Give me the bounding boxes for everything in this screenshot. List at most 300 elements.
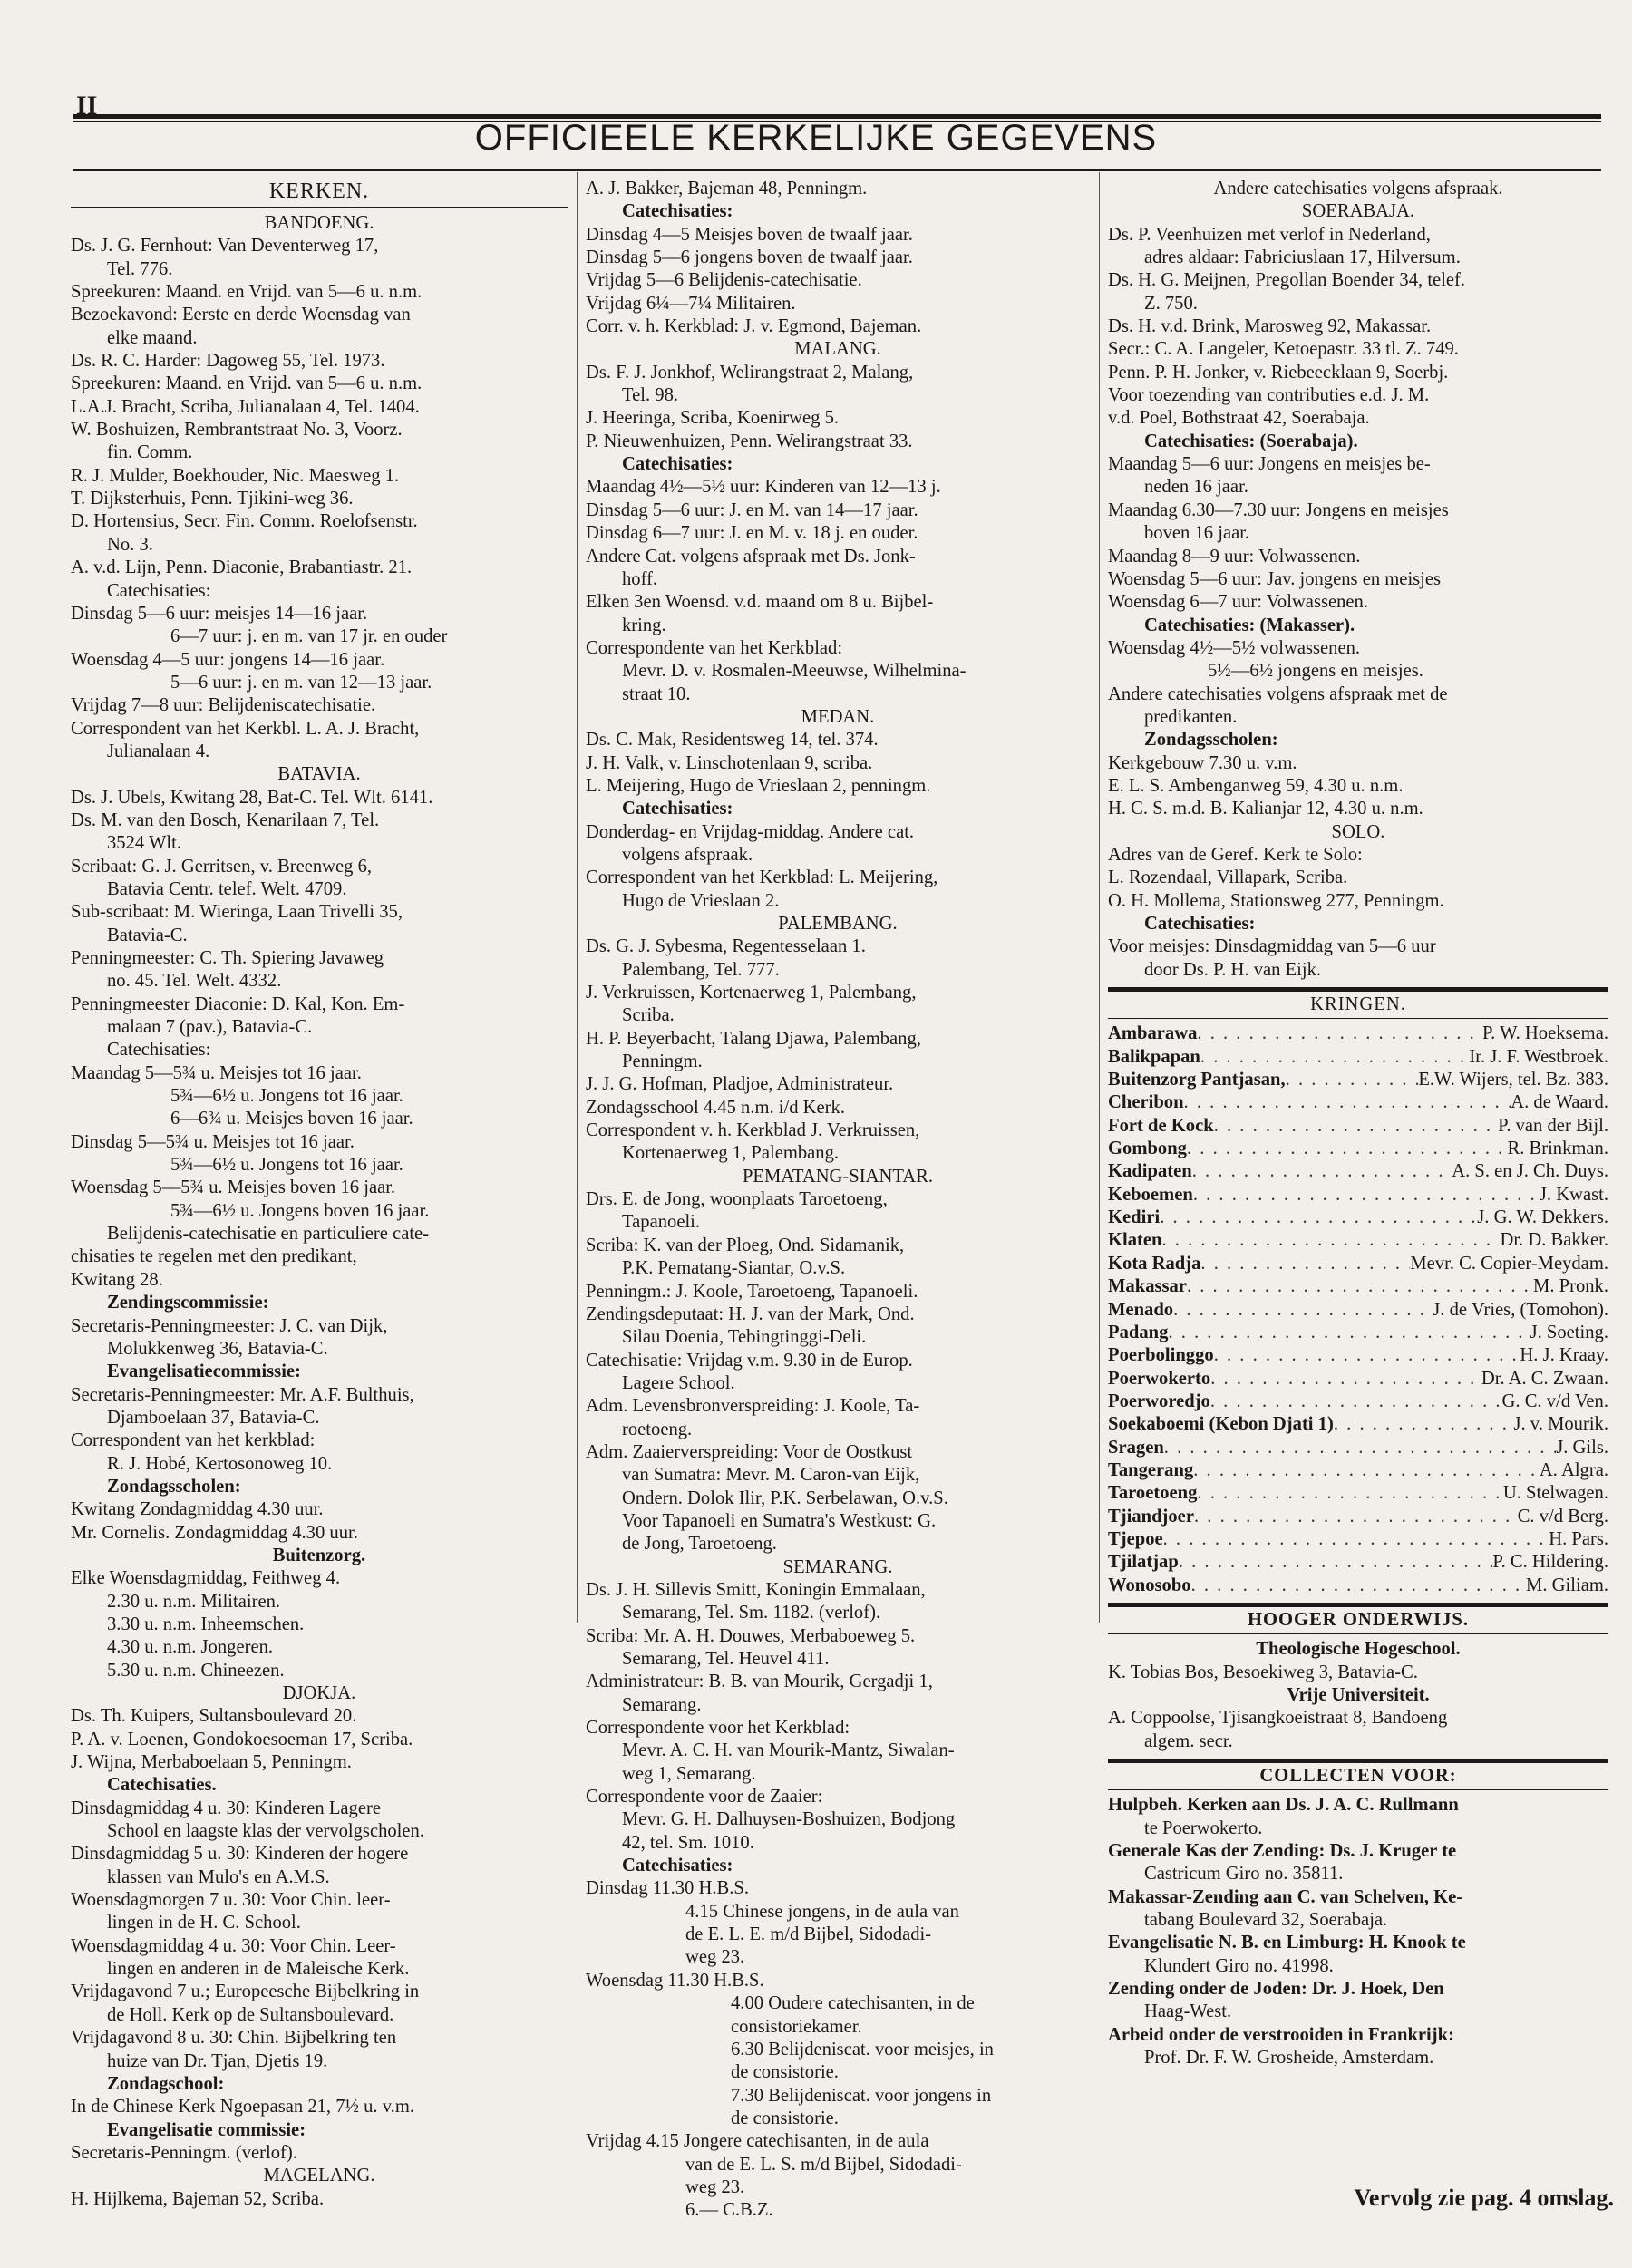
text-line: P.K. Pematang-Siantar, O.v.S. [622,1258,846,1279]
leader-dots [1200,1046,1469,1069]
text-line: Woensdag 5—5¾ u. Meisjes boven 16 jaar. [71,1178,396,1198]
text-line: 6.30 Belijdeniscat. voor meisjes, in [731,2039,994,2060]
text-line: Makassar-Zending aan C. van Schelven, Ke- [1108,1886,1463,1907]
kring-place: Padang [1108,1322,1169,1342]
leader-dots [1194,1506,1518,1528]
leader-dots [1193,1184,1540,1207]
kring-row [1108,1160,1608,1183]
kring-row [1108,1528,1608,1551]
hooger-list [1108,1638,1608,1753]
text-line: Penningmeester: C. Th. Spiering Javaweg [71,948,384,968]
text-line: R. J. Hobé, Kertosonoweg 10. [107,1453,333,1474]
kring-place: Sragen [1108,1437,1164,1458]
text-line: Scriba. [622,1005,675,1026]
text-line: Correspondente voor de Zaaier: [586,1787,823,1808]
collecten-heading: COLLECTEN VOOR: [1259,1766,1457,1787]
text-line: 5¾—6½ u. Jongens tot 16 jaar. [170,1155,403,1176]
text-line: Donderdag- en Vrijdag-middag. Andere cat. [586,821,915,842]
hooger-rule [1108,1603,1608,1607]
text-line: 4.00 Oudere catechisanten, in de [731,1993,975,2014]
leader-dots [1173,1299,1433,1322]
kring-place: Poerwokerto [1108,1368,1211,1389]
text-line: Maandag 8—9 uur: Volwassenen. [1108,546,1361,567]
kring-contact: P. C. Hildering. [1492,1552,1608,1573]
leader-dots [1164,1437,1556,1459]
text-line: J. Verkruissen, Kortenaerweg 1, Palembang, [586,983,917,1003]
text-line: Scribaat: G. J. Gerritsen, v. Breenweg 6, [71,856,373,877]
text-line: A. Coppoolse, Tjisangkoeistraat 8, Bandoeng [1108,1708,1448,1729]
text-line: 5¾—6½ u. Jongens boven 16 jaar. [170,1200,430,1221]
kring-place: Makassar [1108,1276,1187,1297]
kring-row [1108,1253,1608,1275]
text-line: Dinsdag 5—6 uur: meisjes 14—16 jaar. [71,603,368,624]
text-line: door Ds. P. H. van Eijk. [1144,959,1322,980]
kring-contact: U. Stelwagen. [1502,1483,1608,1504]
text-line: Ds. C. Mak, Residentsweg 14, tel. 374. [586,730,879,751]
text-line: Klundert Giro no. 41998. [1144,1955,1334,1976]
text-line: Dinsdag 11.30 H.B.S. [586,1878,750,1899]
kring-row [1108,1506,1608,1528]
text-line: Kwitang 28. [71,1269,163,1290]
text-line: Catechisaties. [107,1775,217,1796]
text-line: Palembang, Tel. 777. [622,959,780,980]
text-line: Kerkgebouw 7.30 u. v.m. [1108,752,1297,773]
text-line: Adres van de Geref. Kerk te Solo: [1108,844,1363,865]
kring-contact: Ir. J. F. Westbroek. [1469,1046,1608,1067]
text-line: boven 16 jaar. [1144,523,1250,544]
kring-place: Menado [1108,1299,1174,1320]
text-line: fin. Comm. [107,442,193,463]
kring-row [1108,1575,1608,1597]
text-line: Catechisaties: (Soerabaja). [1144,431,1358,451]
column-kerken-right [1108,178,1608,982]
text-line: Dinsdag 5—5¾ u. Meisjes tot 16 jaar. [71,1131,355,1152]
text-line: Evangelisatie commissie: [107,2119,306,2140]
kring-contact: H. J. Kraay. [1520,1345,1608,1366]
text-line: Maandag 5—5¾ u. Meisjes tot 16 jaar. [71,1062,362,1083]
text-line: L.A.J. Bracht, Scriba, Julianalaan 4, Tel. 1404. [71,396,420,417]
collecten-sub-rule [1108,1789,1608,1790]
text-line: Zondagsscholen: [107,1476,241,1497]
text-line: Voor Tapanoeli en Sumatra's Westkust: G. [622,1510,937,1531]
text-line: Molukkenweg 36, Batavia-C. [107,1338,328,1359]
text-line: H. P. Beyerbacht, Talang Djawa, Palembang, [586,1028,921,1049]
kring-contact: E.W. Wijers, tel. Bz. 383. [1418,1070,1608,1090]
text-line: roetoeng. [622,1419,693,1439]
kring-place: Cheribon [1108,1092,1184,1113]
text-line: weg 23. [685,1947,745,1968]
leader-dots [1179,1551,1493,1574]
text-line: E. L. S. Ambenganweg 59, 4.30 u. n.m. [1108,775,1404,796]
text-line: L. Rozendaal, Villapark, Scriba. [1108,867,1348,888]
kring-row [1108,1551,1608,1574]
kring-place: Balikpapan [1108,1046,1200,1067]
text-line: O. H. Mollema, Stationsweg 277, Penningm. [1108,890,1444,911]
kring-row [1108,1023,1608,1045]
text-line: D. Hortensius, Secr. Fin. Comm. Roelofsenstr. [71,511,418,532]
kring-row [1108,1322,1608,1344]
text-line: Penn. P. H. Jonker, v. Riebeecklaan 9, Soerbj. [1108,362,1449,383]
text-line: Ds. Th. Kuipers, Sultansboulevard 20. [71,1706,357,1727]
text-line: Penningm. [622,1052,703,1072]
title-rule [73,169,1601,171]
text-line: Kortenaerweg 1, Palembang. [622,1143,840,1164]
text-line: J. J. G. Hofman, Pladjoe, Administrateur. [586,1074,894,1095]
collecten-rule [1108,1759,1608,1763]
text-line: Scriba: K. van der Ploeg, Ond. Sidamanik, [586,1235,905,1255]
text-line: 7.30 Belijdeniscat. voor jongens in [731,2085,992,2106]
text-line: Dinsdag 5—6 jongens boven de twaalf jaar. [586,247,913,268]
text-line: Ondern. Dolok Ilir, P.K. Serbelawan, O.v.S. [622,1488,948,1508]
city-heading: PALEMBANG. [778,914,898,934]
kring-contact: J. v. Mourik. [1513,1414,1608,1435]
text-line: P. Nieuwenhuizen, Penn. Welirangstraat 33. [586,431,913,451]
text-line: Ds. J. G. Fernhout: Van Deventerweg 17, [71,236,379,257]
city-heading: SOERABAJA. [1301,201,1415,222]
text-line: Andere catechisaties volgens afspraak met de [1108,683,1448,704]
text-line: Zondagsscholen: [1144,730,1278,751]
kring-row [1108,1299,1608,1322]
text-line: lingen in de H. C. School. [107,1913,301,1934]
text-line: Woensdag 4—5 uur: jongens 14—16 jaar. [71,649,385,670]
text-line: Mevr. A. C. H. van Mourik-Mantz, Siwalan- [622,1740,955,1761]
leader-dots [1214,1115,1498,1138]
text-line: Zendingscommissie: [107,1293,269,1313]
text-line: Dinsdag 4—5 Meisjes boven de twaalf jaar. [586,224,913,245]
text-line: v.d. Poel, Bothstraat 42, Soerabaja. [1108,408,1370,429]
leader-dots [1168,1322,1530,1344]
text-line: Spreekuren: Maand. en Vrijd. van 5—6 u. n.m. [71,282,423,303]
text-line: 3524 Wlt. [107,833,181,854]
page-title: OFFICIEELE KERKELIJKE GEGEVENS [474,118,1158,158]
text-line: 6—7 uur: j. en m. van 17 jr. en ouder [170,626,448,647]
kring-row [1108,1391,1608,1413]
text-line: Woensdag 5—6 uur: Jav. jongens en meisjes [1108,568,1442,589]
text-line: Elke Woensdagmiddag, Feithweg 4. [71,1568,341,1589]
text-line: 5.30 u. n.m. Chineezen. [107,1660,285,1681]
city-heading: MAGELANG. [263,2166,375,2186]
kring-place: Kediri [1108,1207,1161,1228]
text-line: Woensdag 11.30 H.B.S. [586,1970,764,1991]
text-line: T. Dijksterhuis, Penn. Tjikini-weg 36. [71,489,354,509]
text-line: 2.30 u. n.m. Militairen. [107,1591,281,1612]
text-line: Correspondent van het Kerkbl. L. A. J. Bracht, [71,718,420,739]
text-line: Catechisaties: [622,454,733,475]
kring-row [1108,1413,1608,1436]
text-line: Sub-scribaat: M. Wieringa, Laan Trivelli 35, [71,902,403,923]
text-line: Elken 3en Woensd. v.d. maand om 8 u. Bijbel- [586,592,934,613]
text-line: Vrije Universiteit. [1287,1685,1430,1705]
column-right [1108,178,1608,2070]
text-line: Lagere School. [622,1372,735,1393]
text-line: Voor meisjes: Dinsdagmiddag van 5—6 uur [1108,936,1436,957]
text-line: Ds. F. J. Jonkhof, Welirangstraat 2, Malang, [586,362,914,383]
text-line: Dinsdag 6—7 uur: J. en M. v. 18 j. en ouder. [586,523,918,544]
text-line: 6—6¾ u. Meisjes boven 16 jaar. [170,1109,413,1129]
text-line: Ds. M. van den Bosch, Kenarilaan 7, Tel. [71,809,380,830]
city-heading: SEMARANG. [782,1556,893,1577]
text-line: Voor toezending van contributies e.d. J. M. [1108,385,1430,406]
text-line: Zending onder de Joden: Dr. J. Hoek, Den [1108,1979,1444,2000]
text-line: Woensdag 4½—5½ volwassenen. [1108,637,1361,658]
text-line: te Poerwokerto. [1144,1817,1263,1838]
text-line: straat 10. [622,683,691,704]
text-line: Penningm.: J. Koole, Taroetoeng, Tapanoeli. [586,1281,918,1302]
text-line: Penningmeester Diaconie: D. Kal, Kon. Em- [71,993,405,1014]
text-line: chisaties te regelen met den predikant, [71,1246,357,1267]
leader-dots [1193,1459,1540,1482]
kring-place: Tjepoe [1108,1528,1163,1549]
leader-dots [1163,1528,1549,1551]
leader-dots [1187,1138,1507,1160]
text-line: de consistorie. [731,2062,839,2083]
text-line: Corr. v. h. Kerkblad: J. v. Egmond, Bajeman. [586,316,922,337]
kring-contact: M. Giliam. [1526,1575,1608,1595]
text-line: de Jong, Taroetoeng. [622,1534,777,1555]
text-line: Mevr. D. v. Rosmalen-Meeuwse, Wilhelmina- [622,661,967,682]
text-line: Catechisatie: Vrijdag v.m. 9.30 in de Europ. [586,1350,913,1371]
text-line: Correspondente voor het Kerkblad: [586,1718,850,1739]
kring-contact: A. de Waard. [1511,1092,1608,1113]
text-line: Buitenzorg. [272,1545,366,1565]
kring-contact: R. Brinkman. [1507,1139,1608,1159]
leader-dots [1210,1391,1502,1413]
text-line: Batavia Centr. telef. Welt. 4709. [107,878,347,899]
text-line: no. 45. Tel. Welt. 4332. [107,971,282,992]
kringen-rule [1108,987,1608,992]
kring-contact: A. S. en J. Ch. Duys. [1452,1161,1608,1182]
text-line: Vrijdag 4.15 Jongere catechisanten, in de aula [586,2131,929,2152]
text-line: Semarang, Tel. Sm. 1182. (verlof). [622,1603,881,1623]
kring-contact: J. G. W. Dekkers. [1477,1207,1608,1228]
text-line: elke maand. [107,327,198,348]
text-line: consistoriekamer. [731,2016,862,2037]
kringen-list [1108,1023,1608,1597]
text-line: Vrijdagavond 7 u.; Europeesche Bijbelkring in [71,1982,420,2002]
kring-place: Gombong [1108,1139,1187,1159]
kring-contact: M. Pronk. [1533,1276,1608,1297]
text-line: Drs. E. de Jong, woonplaats Taroetoeng, [586,1189,888,1210]
kring-row [1108,1069,1608,1091]
text-line: Vrijdag 6¼—7¼ Militairen. [586,293,796,314]
text-line: Catechisaties: [622,799,733,819]
kring-contact: J. Kwast. [1539,1184,1608,1205]
text-line: Silau Doenia, Tebingtinggi-Deli. [622,1327,867,1348]
text-line: J. Wijna, Merbaboelaan 5, Penningm. [71,1752,352,1773]
text-line: 42, tel. Sm. 1010. [622,1832,754,1853]
kring-contact: A. Algra. [1539,1459,1608,1480]
text-line: predikanten. [1144,706,1238,727]
city-heading: BANDOENG. [264,213,374,233]
text-line: R. J. Mulder, Boekhouder, Nic. Maesweg 1. [71,465,400,486]
text-line: Hulpbeh. Kerken aan Ds. J. A. C. Rullmann [1108,1795,1459,1816]
text-line: Catechisaties: [1144,914,1256,934]
text-line: A. v.d. Lijn, Penn. Diaconie, Brabantiastr. 21. [71,557,413,578]
kring-place: Soekaboemi (Kebon Djati 1) [1108,1414,1334,1435]
leader-dots [1191,1575,1526,1597]
city-heading: MEDAN. [801,706,875,727]
text-line: Adm. Levensbronverspreiding: J. Koole, Ta- [586,1396,920,1417]
text-line: Vrijdagavond 8 u. 30: Chin. Bijbelkring ten [71,2028,397,2049]
kring-place: Poerbolinggo [1108,1345,1214,1366]
kring-contact: Dr. A. C. Zwaan. [1481,1368,1608,1389]
kring-place: Tjilatjap [1108,1552,1179,1573]
text-line: de Holl. Kerk op de Sultansboulevard. [107,2004,394,2025]
kring-contact: C. v/d Berg. [1517,1506,1608,1527]
kring-place: Buitenzorg Pantjasan, [1108,1070,1286,1090]
text-line: In de Chinese Kerk Ngoepasan 21, 7½ u. v.m. [71,2097,414,2118]
text-line: Ds. R. C. Harder: Dagoweg 55, Tel. 1973. [71,351,385,372]
text-line: hoff. [622,568,658,589]
text-line: Maandag 5—6 uur: Jongens en meisjes be- [1108,454,1431,475]
text-line: Scriba: Mr. A. H. Douwes, Merbaboeweg 5. [586,1625,916,1646]
column-kerken-middle [586,178,1090,2223]
text-line: Catechisaties: [622,201,733,222]
kring-place: Keboemen [1108,1184,1193,1205]
leader-dots [1286,1069,1419,1091]
city-heading: MALANG. [794,339,881,360]
text-line: Generale Kas der Zending: Ds. J. Kruger te [1108,1841,1457,1862]
text-line: Maandag 4½—5½ uur: Kinderen van 12—13 j. [586,477,941,498]
text-line: A. J. Bakker, Bajeman 48, Penningm. [586,179,868,199]
kring-row [1108,1184,1608,1207]
text-line: Catechisaties: (Makasser). [1144,615,1355,635]
section-heading: KERKEN. [268,179,370,203]
leader-dots [1210,1368,1481,1391]
text-line: J. Heeringa, Scriba, Koenirweg 5. [586,408,840,429]
text-line: J. H. Valk, v. Linschotenlaan 9, scriba. [586,752,873,773]
kring-row [1108,1091,1608,1114]
leader-dots [1200,1253,1410,1275]
text-line: Kwitang Zondagmiddag 4.30 uur. [71,1499,324,1520]
hooger-sub-rule [1108,1633,1608,1634]
text-line: Ds. J. H. Sillevis Smitt, Koningin Emmalaan, [586,1579,926,1600]
text-line: Evangelisatiecommissie: [107,1362,301,1382]
text-line: 4.30 u. n.m. Jongeren. [107,1637,274,1658]
text-line: kring. [622,615,666,635]
text-line: No. 3. [107,534,153,555]
text-line: Maandag 6.30—7.30 uur: Jongens en meisjes [1108,499,1449,520]
text-line: Bezoekavond: Eerste en derde Woensdag van [71,305,411,325]
text-line: Woensdagmorgen 7 u. 30: Voor Chin. leer- [71,1890,391,1911]
kring-row [1108,1046,1608,1069]
text-line: klassen van Mulo's en A.M.S. [107,1866,330,1887]
kring-contact: H. Pars. [1549,1528,1608,1549]
text-line: 5—6 uur: j. en m. van 12—13 jaar. [170,672,432,693]
kring-place: Tangerang [1108,1459,1194,1480]
leader-dots [1192,1160,1452,1183]
text-line: Ds. H. G. Meijnen, Pregollan Boender 34, telef. [1108,270,1466,291]
leader-dots [1187,1275,1533,1298]
text-line: Djamboelaan 37, Batavia-C. [107,1407,320,1428]
kring-contact: Mevr. C. Copier-Meydam. [1410,1253,1608,1274]
text-line: Correspondente van het Kerkblad: [586,637,843,658]
text-line: 3.30 u. n.m. Inheemschen. [107,1614,305,1634]
leader-dots [1184,1091,1511,1114]
section-rule [71,207,568,208]
text-line: Secretaris-Penningmeester: J. C. van Dijk, [71,1315,388,1336]
text-line: Andere Cat. volgens afspraak met Ds. Jonk- [586,546,916,567]
leader-dots [1197,1023,1482,1045]
text-line: de E. L. E. m/d Bijbel, Sidodadi- [685,1924,932,1945]
text-line: P. A. v. Loenen, Gondokoesoeman 17, Scriba. [71,1729,413,1749]
kring-row [1108,1344,1608,1367]
city-heading: PEMATANG-SIANTAR. [742,1166,934,1187]
text-line: Ds. J. Ubels, Kwitang 28, Bat-C. Tel. Wlt. 6141. [71,787,433,808]
text-line: Ds. H. v.d. Brink, Marosweg 92, Makassar. [1108,316,1432,337]
text-line: 6.— C.B.Z. [685,2200,773,2221]
kring-row [1108,1115,1608,1138]
text-line: weg 1, Semarang. [622,1763,756,1784]
text-line: van Sumatra: Mevr. M. Caron-van Eijk, [622,1465,920,1486]
text-line: Catechisaties: [107,580,211,601]
text-line: Zondagsschool 4.45 n.m. i/d Kerk. [586,1097,845,1118]
text-line: Arbeid onder de verstrooiden in Frankrijk: [1108,2024,1454,2045]
kring-place: Tjiandjoer [1108,1506,1194,1527]
text-line: Secretaris-Penningm. (verlof). [71,2142,297,2163]
text-line: Ds. G. J. Sybesma, Regentesselaan 1. [586,936,866,957]
text-line: lingen en anderen in de Maleische Kerk. [107,1959,410,1980]
text-line: Administrateur: B. B. van Mourik, Gergadji 1, [586,1672,933,1692]
leader-dots [1160,1207,1477,1229]
text-line: Semarang. [622,1694,702,1715]
kring-row [1108,1459,1608,1482]
text-line: Tel. 776. [107,258,173,279]
text-line: Hugo de Vrieslaan 2. [622,890,780,911]
kring-contact: P. W. Hoeksema. [1481,1023,1608,1044]
text-line: de consistorie. [731,2108,839,2128]
text-line: Dinsdagmiddag 5 u. 30: Kinderen der hogere [71,1844,409,1865]
text-line: Vrijdag 5—6 Belijdenis-catechisatie. [586,270,862,291]
text-line: Julianalaan 4. [107,741,210,761]
city-heading: SOLO. [1331,821,1385,842]
kring-place: Ambarawa [1108,1023,1198,1044]
kring-row [1108,1207,1608,1229]
kring-place: Poerworedjo [1108,1391,1210,1411]
hooger-heading: HOOGER ONDERWIJS. [1248,1609,1469,1630]
text-line: Secretaris-Penningmeester: Mr. A.F. Bulthuis, [71,1384,414,1405]
text-line: Z. 750. [1144,293,1198,314]
text-line: Belijdenis-catechisatie en particuliere cate- [107,1224,430,1245]
kring-contact: Dr. D. Bakker. [1500,1230,1608,1251]
kring-row [1108,1368,1608,1391]
text-line: H. Hijlkema, Bajeman 52, Scriba. [71,2188,325,2209]
kring-row [1108,1229,1608,1252]
kring-contact: G. C. v/d Ven. [1501,1391,1608,1411]
text-line: W. Boshuizen, Rembrantstraat No. 3, Voorz. [71,420,403,441]
text-line: H. C. S. m.d. B. Kalianjar 12, 4.30 u. n.m. [1108,799,1423,819]
leader-dots [1197,1482,1502,1505]
text-line: Ds. P. Veenhuizen met verlof in Nederland, [1108,224,1431,245]
kring-contact: J. de Vries, (Tomohon). [1433,1299,1608,1320]
text-line: Mevr. G. H. Dalhuysen-Boshuizen, Bodjong [622,1809,956,1830]
city-heading: Andere catechisaties volgens afspraak. [1213,179,1503,199]
text-line: Castricum Giro no. 35811. [1144,1864,1344,1885]
kring-place: Klaten [1108,1230,1162,1251]
kring-row [1108,1482,1608,1505]
text-line: malaan 7 (pav.), Batavia-C. [107,1017,313,1038]
city-heading: BATAVIA. [277,764,361,785]
column-kerken-left [71,178,568,2211]
kring-place: Kadipaten [1108,1161,1192,1182]
text-line: huize van Dr. Tjan, Djetis 19. [107,2050,328,2071]
continued-note: Vervolg zie pag. 4 omslag. [1354,2185,1614,2211]
text-line: tabang Boulevard 32, Soerabaja. [1144,1910,1388,1931]
column-divider-1 [577,172,578,1623]
leader-dots [1334,1413,1514,1436]
city-heading: DJOKJA. [282,1683,356,1703]
collecten-list [1108,1794,1608,2069]
